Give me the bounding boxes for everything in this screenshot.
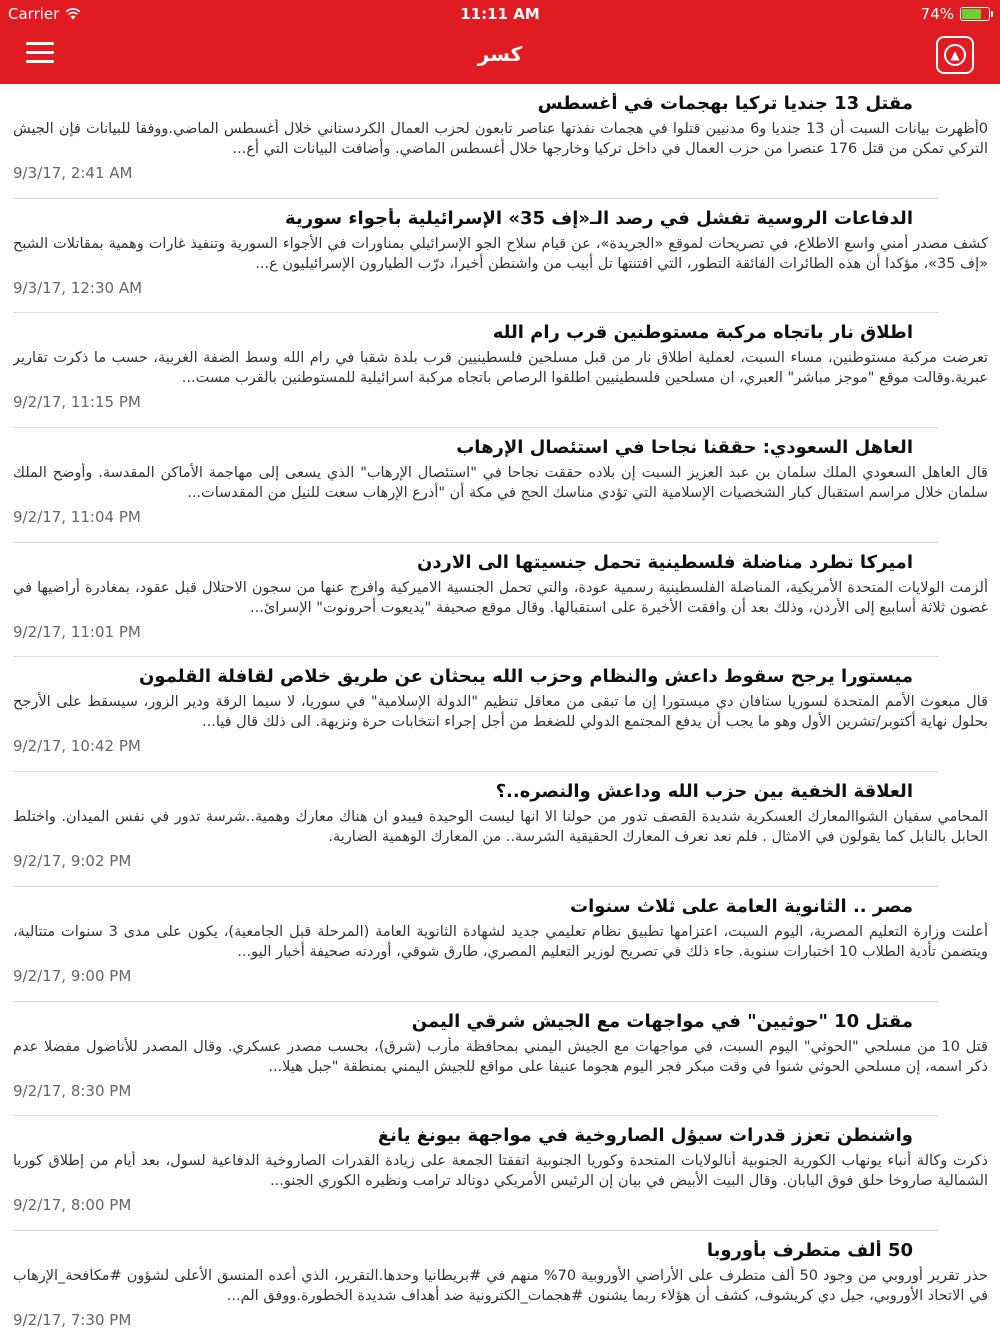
clock: 11:11 AM <box>460 5 540 23</box>
top-bar <box>0 0 1000 84</box>
news-snippet: أعلنت وزارة التعليم المصرية، اليوم السبت، اعتزامها تطبيق نظام تعليمي جديد لشهادة الثانوية العامة (المرحلة قبل الجامعية)، يكون على مدى 3 سنوات متتالية، ويتضمن تأدية الطلاب 10 اختبارات سنوية. جاء ذلك في تصريح لوزير التعليم المصري، طارق شوقي، أوردته صحيفة أخبار اليو... <box>13 923 988 960</box>
battery-percent: 74% <box>920 5 954 23</box>
news-title: مصر .. الثانوية العامة على ثلاث سنوات <box>570 895 913 917</box>
news-date: 9/3/17, 2:41 AM <box>13 164 133 182</box>
battery-indicator <box>921 5 990 23</box>
news-title: مقتل 13 جنديا تركيا بهجمات في أغسطس <box>537 93 913 114</box>
news-snippet: ألزمت الولايات المتحدة الأمريكية، المناضلة الفلسطينية رسمية عودة، والتي تحمل الجنسية الاميركية وافرج عنها من سجون الاحتلال قبل عقود، بمغادرة أراضيها في غضون ثلاثة أسابيع إلى الأردن، وذلك بعد أن وافقت الأخيرة على استقبالها. وقال موقع صحيفة "يديعوت أحرونوت" الإسرائ... <box>13 579 988 616</box>
news-snippet: كشف مصدر أمني واسع الاطلاع، في تصريحات لموقع «الجريدة»، عن قيام سلاح الجو الإسرائيلي بمناورات في الأجواء السورية وتنفيذ غارات وهمية بمقاتلات الشبح «إف 35»، مؤكدا أن هذه الطائرات الفائقة التطور، التي اقتنتها تل أبيب من واشنطن أخيرا، درّب الطيارون الإسرائيليون ع... <box>13 235 988 272</box>
news-title: الدفاعات الروسية تفشل في رصد الـ«إف 35» الإسرائيلية بأجواء سورية <box>285 207 913 229</box>
news-date: 9/2/17, 8:00 PM <box>13 1196 132 1215</box>
news-item[interactable] <box>13 1116 988 1231</box>
news-item[interactable] <box>13 1231 988 1334</box>
news-title: اميركا تطرد مناضلة فلسطينية تحمل جنسيتها الى الاردن <box>416 551 913 573</box>
news-item[interactable] <box>13 772 988 887</box>
battery-icon <box>960 7 990 21</box>
news-title: اطلاق نار باتجاه مركبة مستوطنين قرب رام الله <box>492 322 913 344</box>
news-snippet: حذر تقرير أوروبي من وجود 50 ألف متطرف على الأراضي الأوروبية 70% منهم في #بريطانيا وحدها.التقرير، الذي أعده المنسق الأعلى لشؤون #مكافحة_الإرهاب في الاتحاد الأوروبي، جيل دي كريشوف، كشف أن هؤلاء ربما يشنون #هجمات_الكترونية ضد أهداف شديدة الخطورة.ووفق الم... <box>13 1267 988 1304</box>
news-date: 9/2/17, 10:42 PM <box>13 737 141 756</box>
news-snippet: قتل 10 من مسلحي "الحوثي" اليوم السبت، في مواجهات مع الجيش اليمني بمحافظة مأرب (شرق)، بحسب مصدر عسكري. وقال المصدر للأناضول مفضلا عدم ذكر اسمه، إن مسلحي الحوثي شنوا في وقت مبكر فجر اليوم هجوما عنيفا على مواقع للجيش اليمني بمنطقة "جبل هيلا... <box>13 1038 988 1075</box>
news-date: 9/2/17, 9:02 PM <box>13 852 132 871</box>
news-title: مقتل 10 "حوثيين" في مواجهات مع الجيش شرقي اليمن <box>411 1010 913 1032</box>
logo-icon: ▲ <box>944 44 966 66</box>
news-date: 9/2/17, 11:04 PM <box>13 508 141 527</box>
battery-fill <box>962 9 981 19</box>
news-title: العلاقة الخفية بين حزب الله وداعش والنصره..؟ <box>495 781 913 803</box>
news-item[interactable] <box>13 428 988 543</box>
news-snippet: تعرضت مركبة مستوطنين، مساء السبت، لعملية اطلاق نار من قبل مسلحين فلسطينيين قرب بلدة شقبا في رام الله وسط الضفة الغربية، حسب ما ذكرت تقارير عبرية.وقالت موقع "موجز مباشر" العبري، ان مسلحين فلسطينيين اطلقوا الرصاص باتجاه مركبة اسرائيلية للمستوطنين بالقرب مست... <box>13 350 988 387</box>
news-item[interactable] <box>13 313 988 428</box>
news-date: 9/2/17, 11:15 PM <box>13 393 141 412</box>
news-snippet: قال مبعوث الأمم المتحدة لسوريا ستافان دي ميستورا إن ما تبقى من معاقل تنظيم "الدولة الإسلامية" في سوريا، لا سيما الرقة ودير الزور، سيسقط على الأرجح بحلول نهاية أكتوبر/تشرين الأول وهو ما يجب أن يدفع المجتمع الدولي للضغط من أجل إجراء انتخابات حرة ونزيهة. الى ذلك قال فيا... <box>13 694 988 731</box>
news-date: 9/3/17, 12:30 AM <box>13 278 143 297</box>
carrier-label: Carrier <box>8 5 60 23</box>
news-snippet: قال العاهل السعودي الملك سلمان بن عبد العزيز السبت إن بلاده حققت نجاحا في "استئصال الإرهاب" الذي يسعى إلى مهاجمة الأماكن المقدسة. وأوضح الملك سلمان خلال مراسم استقبال كبار الشخصيات الإسلامية التي تؤدي مناسك الحج في مكة أن "أذرع الإرهاب سعت للنيل من المقدسات... <box>13 465 988 502</box>
news-title: واشنطن تعزز قدرات سيؤل الصاروخية في مواجهة بيونغ يانغ <box>377 1125 913 1147</box>
app-logo-button[interactable] <box>936 36 974 74</box>
news-item[interactable] <box>13 887 988 1002</box>
news-item[interactable] <box>13 543 988 658</box>
news-item[interactable] <box>13 657 988 772</box>
news-title: ميستورا يرجح سقوط داعش والنظام وحزب الله يبحثان عن طريق خلاص لقافلة القلمون <box>139 666 913 688</box>
news-item[interactable] <box>13 84 988 199</box>
news-date: 9/2/17, 9:00 PM <box>13 966 132 985</box>
news-item[interactable] <box>13 199 988 314</box>
news-title: 50 ألف متطرف بأوروبا <box>706 1239 913 1261</box>
news-snippet: ذكرت وكالة أنباء يونهاب الكورية الجنوبية أنالولايات المتحدة وكوريا الجنوبية اتفقتا الجمعة على زيادة القدرات الصاروخية الدفاعية لسول، بعد أيام من إطلاق كوريا الشمالية صاروخا حلق فوق اليابان. وقال البيت الأبيض في بيان إن الرئيس الأمريكي دونالد ترامب ونظيره الكوري الجنو... <box>13 1153 988 1190</box>
news-item[interactable] <box>13 1002 988 1117</box>
news-date: 9/2/17, 7:30 PM <box>13 1310 132 1329</box>
nav-bar <box>0 28 1000 84</box>
news-feed[interactable] <box>0 84 1000 1334</box>
news-snippet: المحامي سفيان الشواالمعارك العسكرية شديدة القصف تدور من حولنا الا انها ليست الوحيدة فيبدو ان هناك معارك وهمية..شرسة تدور في نفس الميدان. واختلط الحابل بالنابل كما يقولون في الامثال . فلم نعد نعرف المعارك الحقيقية الشرسة.. من المعارك الوهمية الضارية. <box>13 809 988 846</box>
news-title: العاهل السعودي: حققنا نجاحا في استئصال الإرهاب <box>456 437 913 459</box>
status-bar <box>0 0 1000 28</box>
page-title: كسر <box>477 42 523 66</box>
news-snippet: 0أظهرت بيانات السبت أن 13 جنديا و6 مدنيين قتلوا في هجمات نفذتها عناصر تابعون لحزب العمال الكردستاني خلال أغسطس الماضي.ووفقا للبيانات فإن الجيش التركي تمكن من قتل 176 عنصرا من حزب العمال في داخل تركيا وخارجها خلال أغسطس الماضي. وأضافت البيانات التي أع... <box>13 121 988 157</box>
news-date: 9/2/17, 11:01 PM <box>13 622 141 641</box>
news-date: 9/2/17, 8:30 PM <box>13 1081 132 1100</box>
